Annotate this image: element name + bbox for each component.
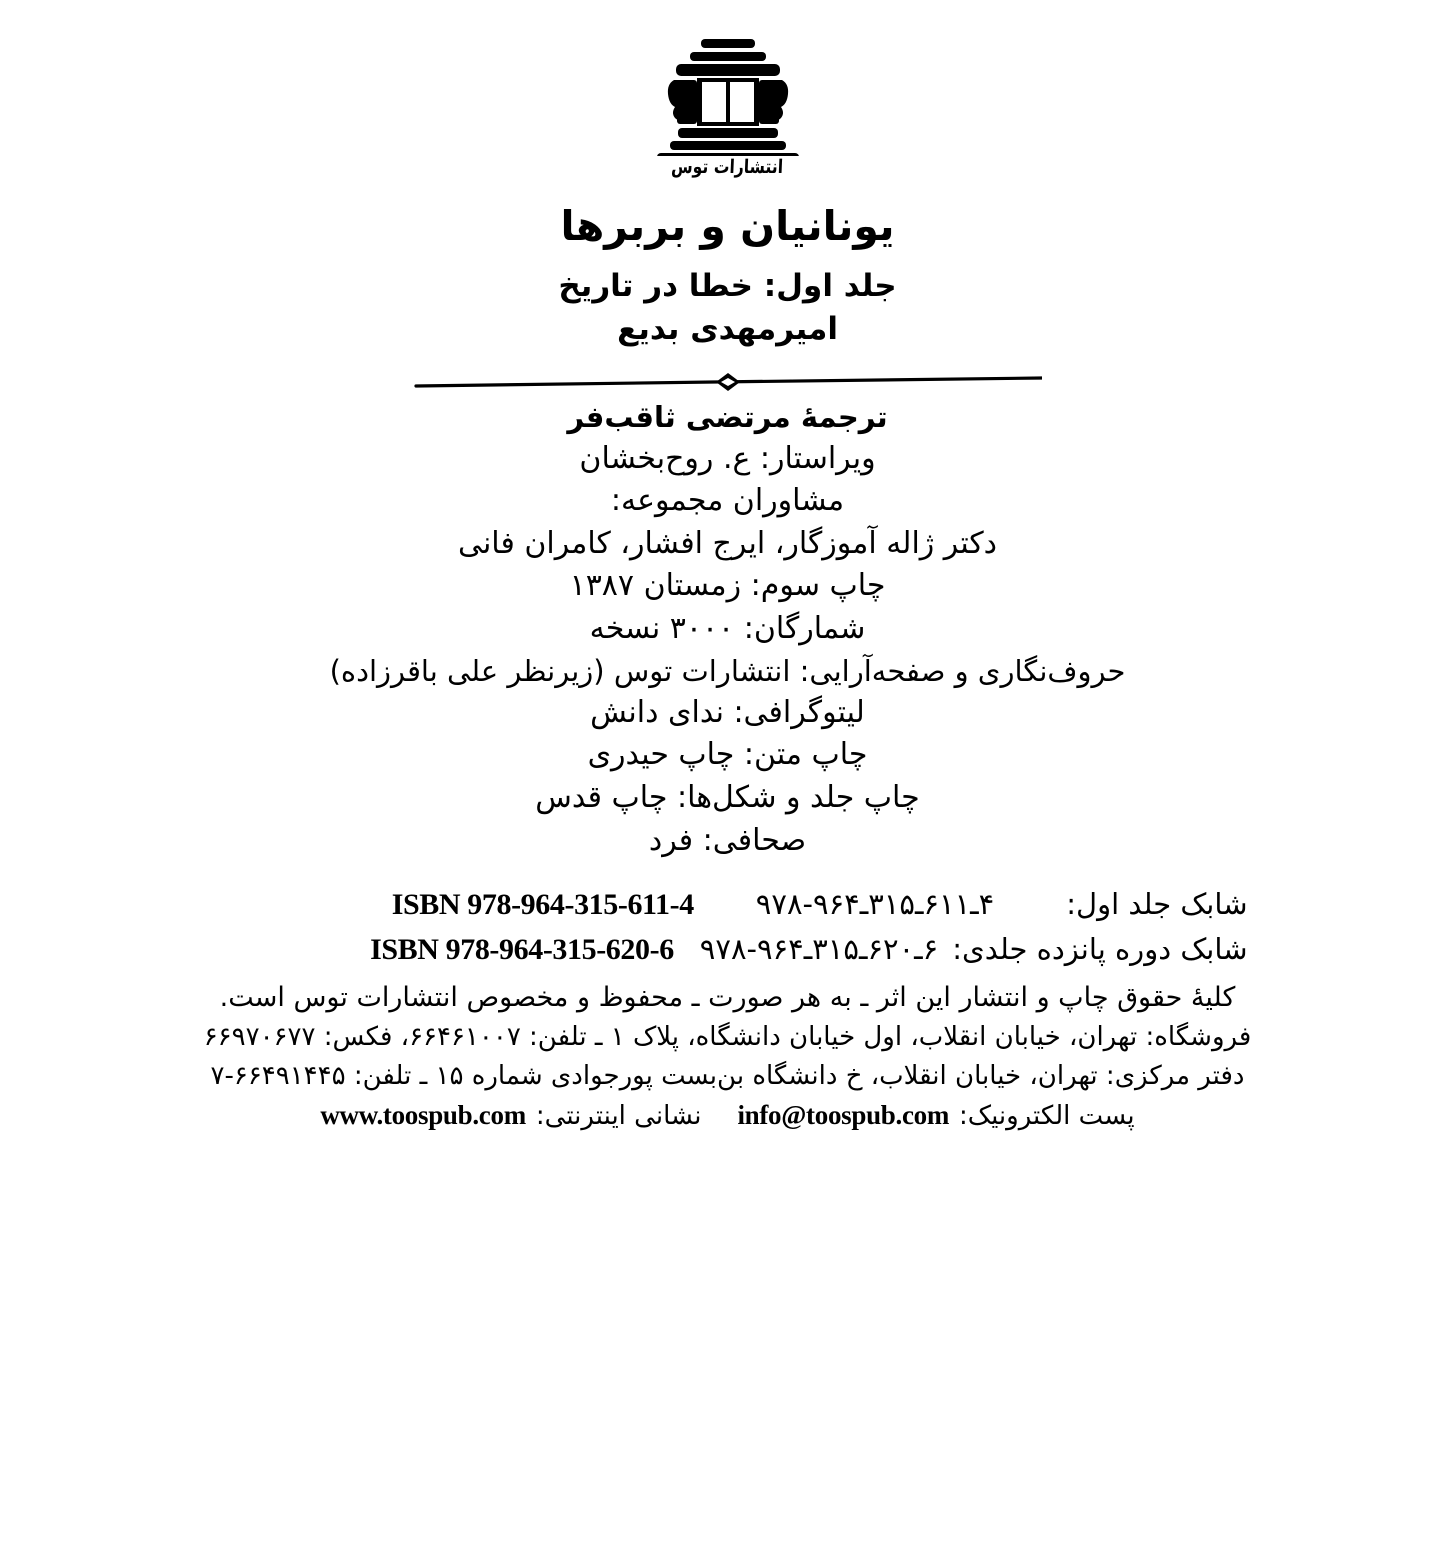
head-office-address: دفتر مرکزی: تهران، خیابان انقلاب، خ دانشگاه بن‌بست پورجوادی شماره ۱۵ ـ تلفن: ۶۶۴۹۱۴۴۵-۷ (210, 1060, 1245, 1091)
email-address[interactable]: info@toospub.com (737, 1100, 950, 1131)
author-name: امیرمهدی بدیع (617, 311, 838, 348)
credit-print-run: شمارگان: ۳۰۰۰ نسخه (589, 611, 866, 647)
isbn-volume-persian: ۹۷۸-۹۶۴ـ۳۱۵ـ۶۱۱ـ۴ (755, 887, 995, 922)
isbn-volume-label: شابک جلد اول: (1066, 887, 1248, 922)
email-label: پست الکترونیک: (959, 1101, 1135, 1132)
store-address: فروشگاه: تهران، خیابان انقلاب، اول خیابان دانشگاه، پلاک ۱ ـ تلفن: ۶۶۴۶۱۰۰۷، فکس: ۶۶۹۷۰۶۷۷ (203, 1022, 1252, 1053)
website-label: نشانی اینترنتی: (535, 1101, 702, 1132)
persepolis-column-logo-icon (643, 36, 813, 156)
credit-editor: ویراستار: ع. روح‌بخشان (579, 440, 876, 476)
book-title: یونانیان و بربرها (560, 202, 895, 250)
copyright-notice: کلیهٔ حقوق چاپ و انتشار این اثر ـ به هر صورت ـ محفوظ و مخصوص انتشارات توس است. (219, 982, 1236, 1014)
publisher-logo (628, 36, 828, 177)
diamond-ornament-icon (716, 373, 740, 391)
decorative-divider (414, 371, 1042, 395)
isbn-set-persian: ۹۷۸-۹۶۴ـ۳۱۵ـ۶۲۰ـ۶ (699, 932, 939, 967)
publisher-wordmark: انتشارات توس (671, 156, 784, 178)
isbn-set-latin: ISBN 978-964-315-620-6 (370, 933, 674, 967)
credit-edition: چاپ سوم: زمستان ۱۳۸۷ (569, 568, 886, 604)
isbn-set-label: شابک دوره پانزده جلدی: (952, 932, 1248, 967)
credit-advisors-label: مشاوران مجموعه: (610, 483, 845, 519)
isbn-volume-row (208, 882, 1248, 927)
isbn-volume-latin: ISBN 978-964-315-611-4 (391, 888, 694, 922)
credit-text-printing: چاپ متن: چاپ حیدری (587, 737, 868, 773)
credit-translator: ترجمهٔ مرتضی ثاقب‌فر (567, 399, 888, 434)
isbn-block (208, 882, 1248, 972)
footer-block (0, 978, 1455, 1136)
volume-subtitle: جلد اول: خطا در تاریخ (558, 268, 897, 305)
credit-binding: صحافی: فرد (648, 822, 807, 858)
web-contact-line (320, 1095, 1134, 1136)
credits-block (0, 397, 1455, 863)
website-url[interactable]: www.toospub.com (320, 1100, 526, 1131)
credit-cover-printing: چاپ جلد و شکل‌ها: چاپ قدس (535, 780, 920, 816)
isbn-set-row (208, 927, 1248, 972)
credit-typesetting: حروف‌نگاری و صفحه‌آرایی: انتشارات توس (زیرنظر علی باقرزاده) (329, 653, 1126, 688)
credit-advisors-names: دکتر ژاله آموزگار، ایرج افشار، کامران فانی (457, 525, 998, 561)
credit-lithography: لیتوگرافی: ندای دانش (590, 694, 865, 730)
